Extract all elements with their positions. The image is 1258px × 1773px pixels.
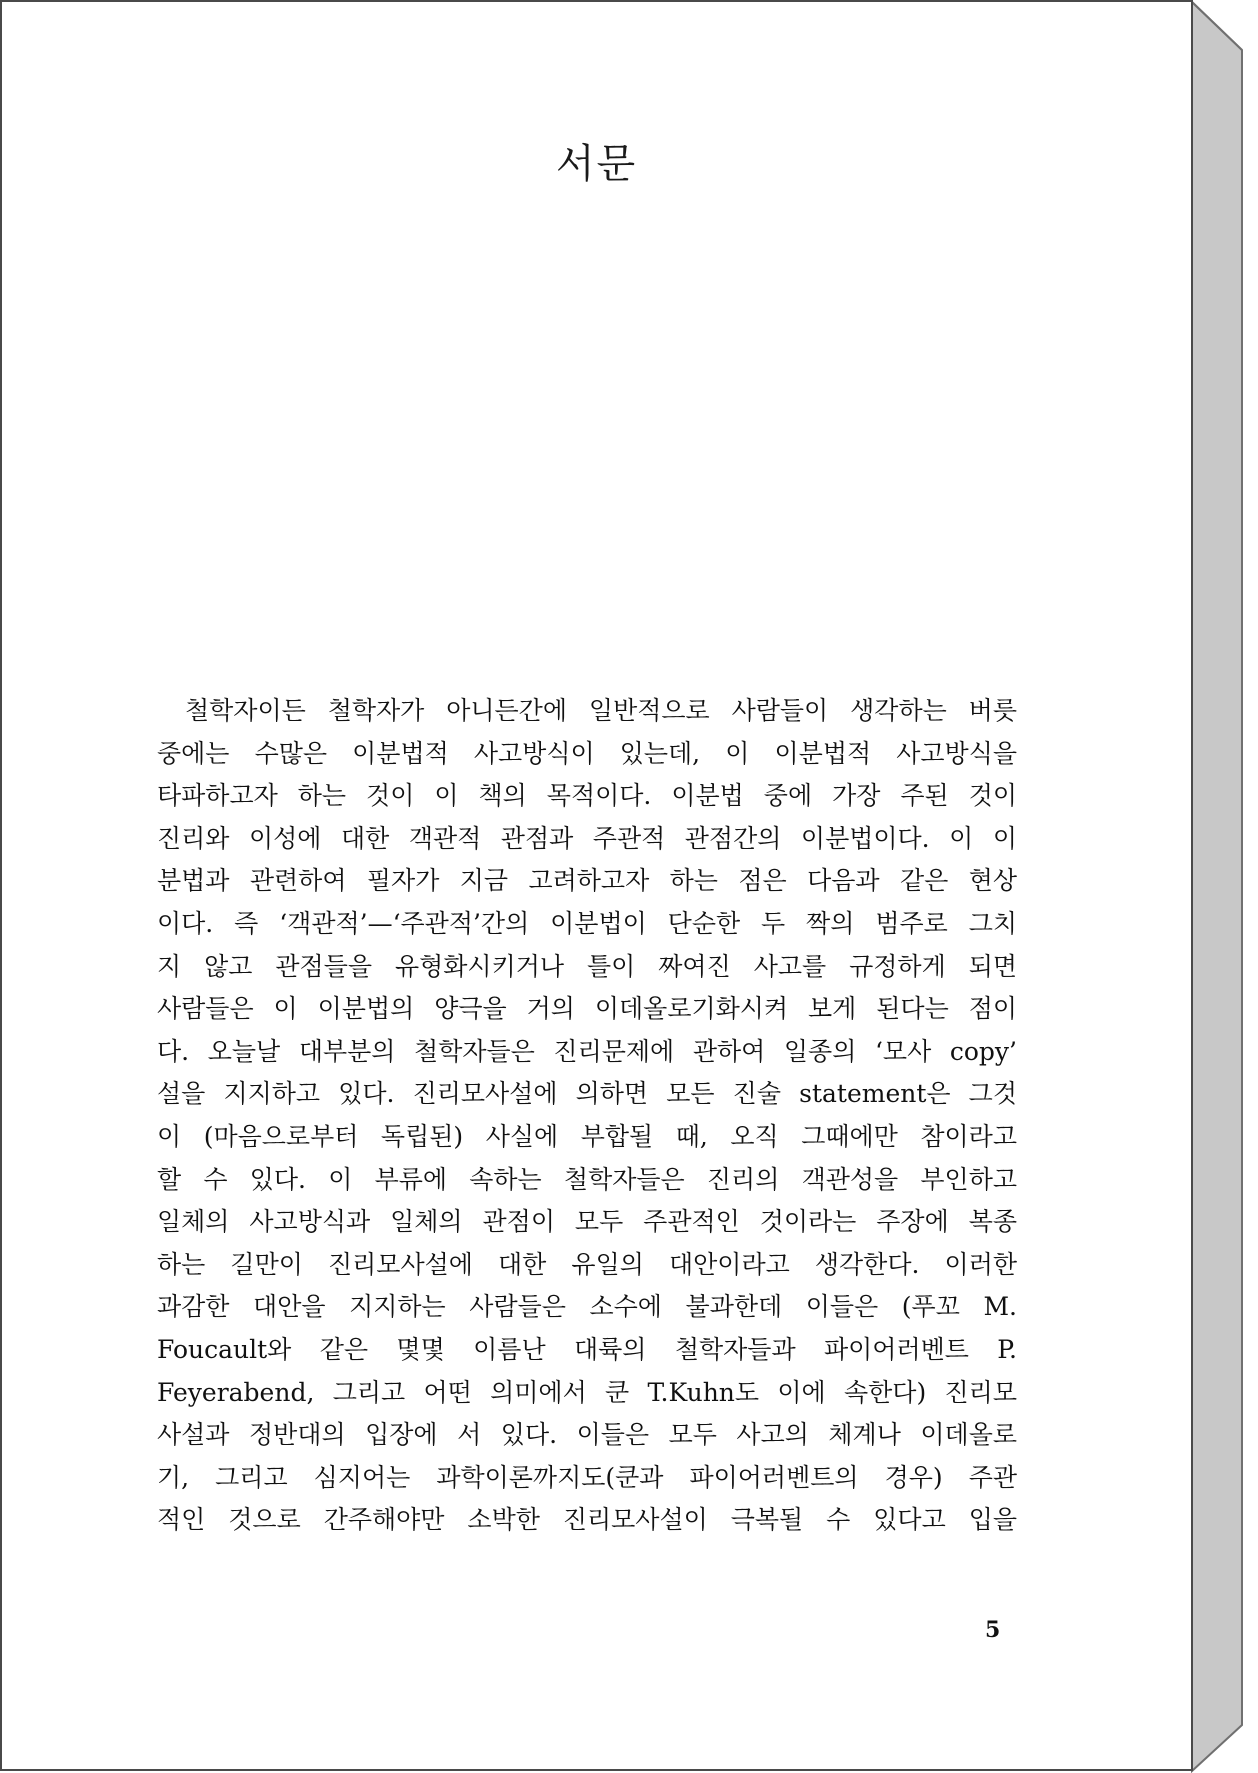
text-line: 이다. 즉 ‘객관적’—‘주관적’간의 이분법이 단순한 두 짝의 범주로 그치 xyxy=(157,908,1017,938)
body-text xyxy=(157,690,1017,1542)
text-line: 할 수 있다. 이 부류에 속하는 철학자들은 진리의 객관성을 부인하고 xyxy=(157,1164,1017,1194)
text-line: 중에는 수많은 이분법적 사고방식이 있는데, 이 이분법적 사고방식을 xyxy=(157,738,1017,768)
text-line: 사설과 정반대의 입장에 서 있다. 이들은 모두 사고의 체계나 이데올로 xyxy=(157,1420,1017,1450)
text-line: 타파하고자 하는 것이 이 책의 목적이다. 이분법 중에 가장 주된 것이 xyxy=(157,781,1017,811)
text-line: 설을 지지하고 있다. 진리모사설에 의하면 모든 진술 statement은 그것 xyxy=(157,1079,1017,1109)
text-line: 적인 것으로 간주해야만 소박한 진리모사설이 극복될 수 있다고 입을 xyxy=(157,1505,1017,1535)
text-line: 과감한 대안을 지지하는 사람들은 소수에 불과한데 이들은 (푸꼬 M. xyxy=(157,1292,1017,1322)
text-line: 철학자이든 철학자가 아니든간에 일반적으로 사람들이 생각하는 버릇 xyxy=(185,696,1017,725)
page-number: 5 xyxy=(985,1617,1001,1643)
text-line: 이 (마음으로부터 독립된) 사실에 부합될 때, 오직 그때에만 참이라고 xyxy=(157,1121,1017,1151)
text-line: 다. 오늘날 대부분의 철학자들은 진리문제에 관하여 일종의 ‘모사 copy’ xyxy=(157,1036,1017,1066)
page-title: 서문 xyxy=(555,141,638,187)
text-line: 하는 길만이 진리모사설에 대한 유일의 대안이라고 생각한다. 이러한 xyxy=(157,1249,1017,1279)
text-line: Feyerabend, 그리고 어떤 의미에서 쿤 T.Kuhn도 이에 속한다) 진리모 xyxy=(157,1377,1017,1407)
text-line: Foucault와 같은 몇몇 이름난 대륙의 철학자들과 파이어러벤트 P. xyxy=(157,1334,1017,1364)
text-line: 분법과 관련하여 필자가 지금 고려하고자 하는 점은 다음과 같은 현상 xyxy=(157,866,1017,896)
text-line: 진리와 이성에 대한 객관적 관점과 주관적 관점간의 이분법이다. 이 이 xyxy=(157,823,1017,853)
text-line: 지 않고 관점들을 유형화시키거나 틀이 짜여진 사고를 규정하게 되면 xyxy=(157,951,1017,981)
text-line: 일체의 사고방식과 일체의 관점이 모두 주관적인 것이라는 주장에 복종 xyxy=(157,1207,1017,1237)
text-line: 기, 그리고 심지어는 과학이론까지도(쿤과 파이어러벤트의 경우) 주관 xyxy=(157,1462,1017,1492)
text-line: 사람들은 이 이분법의 양극을 거의 이데올로기화시켜 보게 된다는 점이 xyxy=(157,994,1017,1024)
